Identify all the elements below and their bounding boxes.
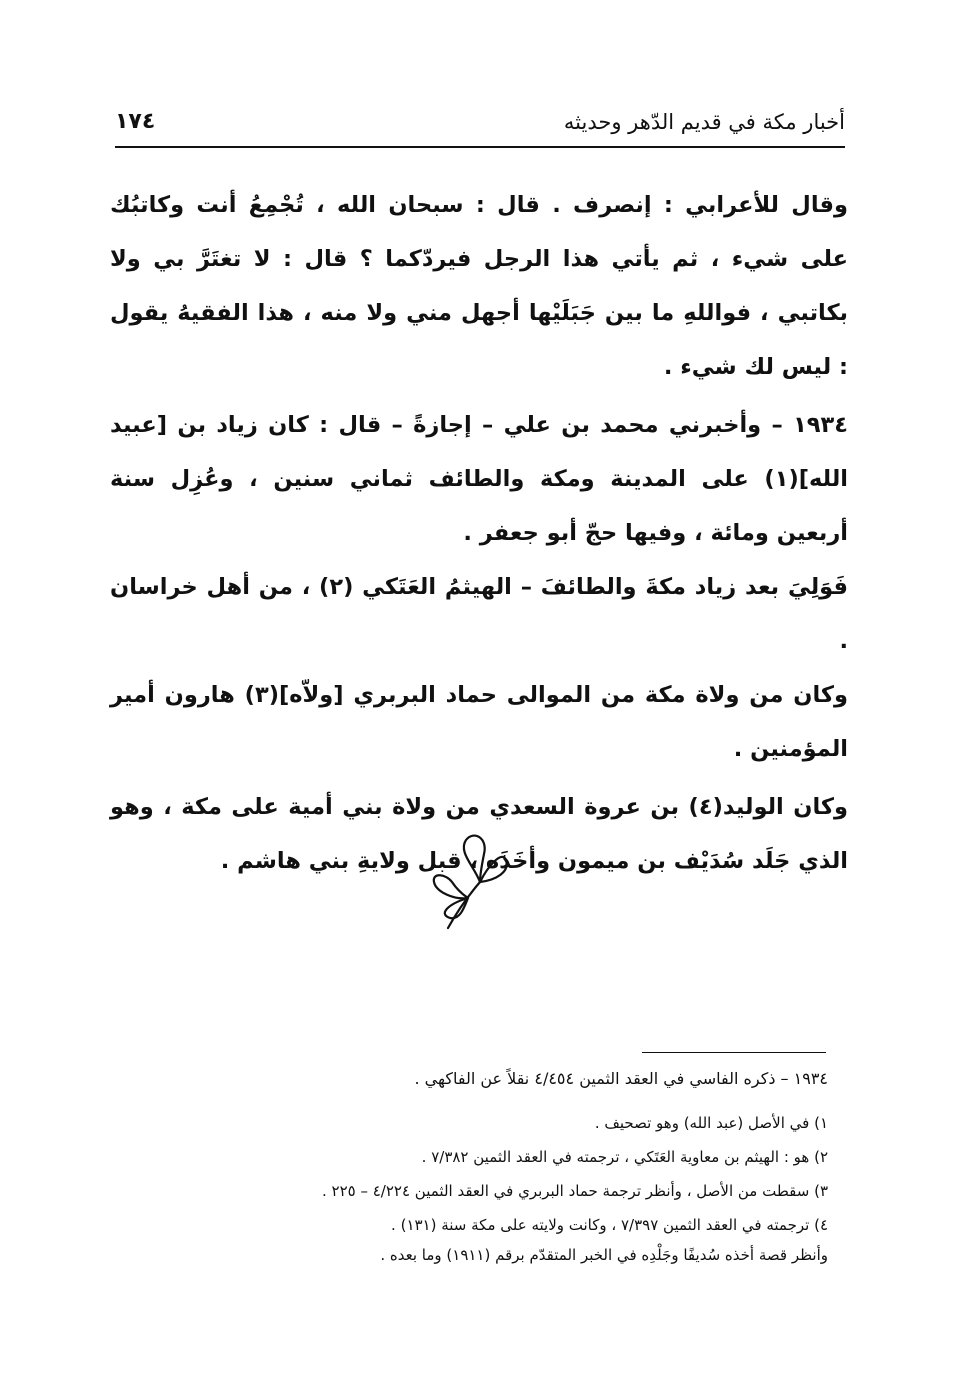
paragraph: وكان الوليد(٤) بن عروة السعدي من ولاة بني أمية على مكة ، وهو الذي جَلَد سُدَيْف بن ميمون وأخَذَه ، قبل ولايةِ بني هاشم . <box>110 794 848 874</box>
footnotes <box>150 1062 828 1268</box>
footnote-2: ٢) هو : الهيثم بن معاوية العَتَكي ، ترجمته في العقد الثمين ٧/٣٨٢ . <box>421 1148 828 1166</box>
footnote-3: ٣) سقطت من الأصل ، وأنظر ترجمة حماد البربري في العقد الثمين ٤/٢٢٤ – ٢٢٥ . <box>321 1182 828 1200</box>
paragraph: ١٩٣٤ – وأخبرني محمد بن علي – إجازةً – قال : كان زياد بن [عبيد الله](١) على المدينة ومكة والطائف ثماني سنين ، وعُزِل سنة أربعين ومائة ، وفيها حجّ أبو جعفر . <box>110 412 848 546</box>
paragraph: وكان من ولاة مكة من الموالى حماد البربري [ولاّه](٣) هارون أمير المؤمنين . <box>110 682 848 762</box>
running-header <box>115 108 845 144</box>
page-number: ١٧٤ <box>115 109 156 134</box>
footnote-4: ٤) ترجمته في العقد الثمين ٧/٣٩٧ ، وكانت ولايته على مكة سنة (١٣١) . <box>391 1216 828 1234</box>
floral-ornament-icon <box>418 830 518 940</box>
paragraph: فَوَلِيَ بعد زياد مكةَ والطائفَ – الهيثمُ العَتَكي (٢) ، من أهل خراسان . <box>110 574 848 654</box>
footnote-rule <box>642 1052 826 1053</box>
footnote-1: ١) في الأصل (عبد الله) وهو تصحيف . <box>594 1114 828 1132</box>
paragraph: وقال للأعرابي : إنصرف . قال : سبحان الله ، تُجْمِعُ أنت وكاتبُك على شيء ، ثم يأتي هذا الرجل فيردّكما ؟ قال : لا تغتَرَّ بي ولا بكاتبي ، فواللهِ ما بين جَبَلَيْها أجهل مني ولا منه ، هذا الفقيهُ يقول : ليس لك شيء . <box>110 192 848 380</box>
running-title: أخبار مكة في قديم الدّهر وحديثه <box>563 110 845 134</box>
main-text <box>110 178 848 888</box>
source-note: ١٩٣٤ – ذكره الفاسي في العقد الثمين ٤/٤٥٤ نقلاً عن الفاكهي . <box>414 1069 828 1088</box>
header-rule <box>115 146 845 148</box>
footnote-4-continuation: وأنظر قصة أخذه سُديفًا وجَلْدِه في الخبر المتقدّم برقم (١٩١١) وما بعده . <box>380 1246 828 1264</box>
